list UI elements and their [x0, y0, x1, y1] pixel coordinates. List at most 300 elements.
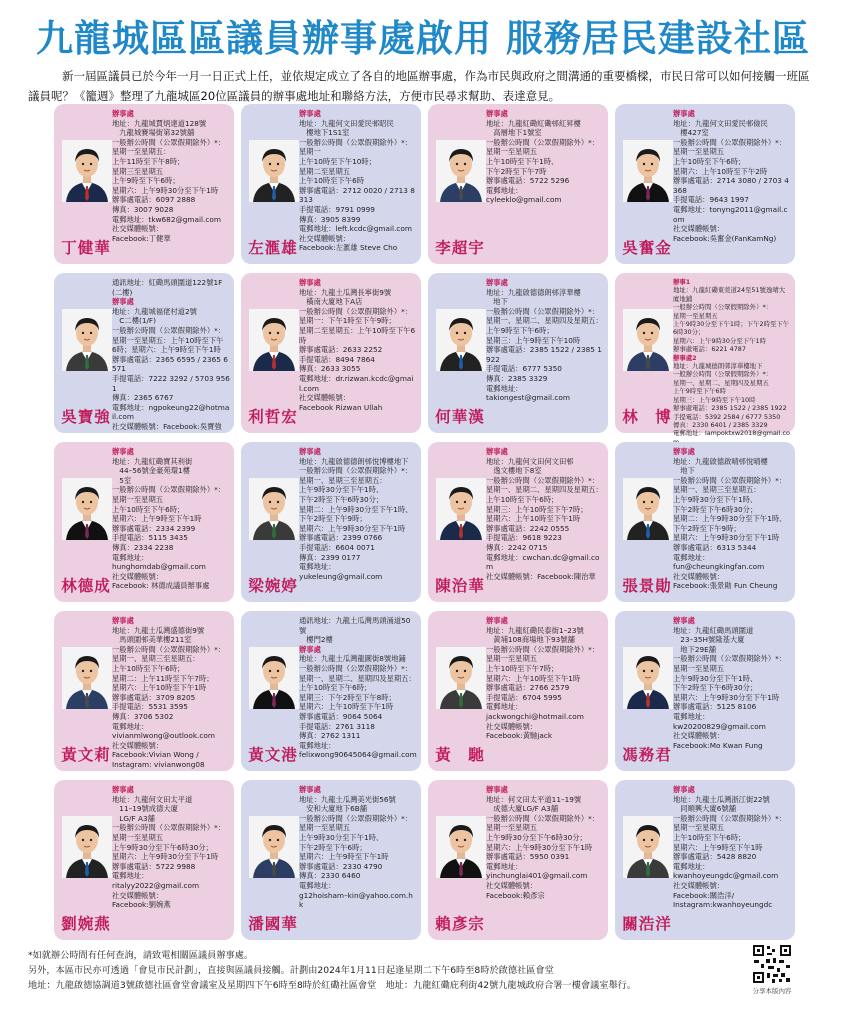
office-info-line[interactable]: 電郵地址：cwchan.dc@gmail.com [486, 552, 600, 572]
office-info-line: 辦事處2 [673, 353, 697, 362]
member-card [615, 780, 795, 940]
office-info-line[interactable]: 電郵地址：tonyng2011@gmail.com [673, 204, 788, 224]
office-info-line: Facebook Rizwan Ullah [299, 402, 383, 412]
member-name: 左滙雄 [248, 238, 298, 257]
member-card [615, 273, 795, 438]
office-info-line: 地址：九龍啟德德朗邨悅博樓地下 [299, 456, 409, 466]
member-photo [436, 647, 486, 709]
office-info-line: 星期一、星期二、星期四及星期五： [299, 673, 416, 683]
office-info-line: 星期二：上午9時30分至下午1時、 [673, 514, 787, 524]
qr-code-label: 分享本版內容 [752, 987, 792, 995]
office-info-line: 辦事處電話：2385 1522 / 2385 1922 [673, 404, 787, 413]
office-info-line: 通訊地址：九龍土瓜灣馬頭涌道50號 [299, 616, 411, 635]
office-info-line: 手提電話：6604 0071 [299, 542, 375, 552]
office-info-line: 6時；星期六：上午9時至下午1時 [112, 345, 221, 355]
office-info-line: 星期六：上午9時30分至下午1時 [112, 852, 219, 862]
office-info-line: 辦事處 [486, 278, 508, 287]
member-card [54, 442, 234, 602]
office-info [112, 109, 230, 243]
office-info-line: 地址：九龍土瓜灣美光街56號 [299, 794, 396, 804]
office-info-line: 地址：九龍土瓜灣龍圖街8號地鋪 [299, 654, 406, 664]
office-info-line: 一般辦公時間（公眾假期除外）*： [112, 644, 226, 654]
office-info-line: 辦事處 [299, 278, 321, 287]
office-info-line: 傳真：2365 6767 [112, 393, 174, 403]
office-info-line: 辦事處 [299, 785, 321, 794]
office-info-line: 上午10時至下午1時、 [486, 156, 559, 166]
office-info-line: 手提電話：9643 1997 [673, 195, 749, 205]
office-info-line: 地址：九龍何文田愛民邨儉民 [673, 118, 768, 128]
office-info-line[interactable]: takiongest@gmail.com [486, 393, 570, 403]
office-info-line: 樓427室 [673, 128, 709, 138]
office-info-line: 社交媒體帳號： [112, 571, 164, 581]
office-info-line: Facebook:Mo Kwan Fung [673, 740, 763, 750]
office-info-line: 辦事處電話：2399 0766 [299, 533, 383, 543]
office-info [112, 616, 230, 770]
office-info-line: 手提電話：2761 3118 [299, 721, 375, 731]
office-info-line: 星期二至星期五 [299, 166, 351, 176]
office-info-line: 傳真：2242 0715 [486, 542, 548, 552]
member-card [615, 104, 795, 264]
office-info-line[interactable]: hunghomdab@gmail.com [112, 562, 206, 572]
member-photo [249, 140, 299, 202]
member-photo [623, 309, 673, 371]
office-info-line: 辦事處電話：2365 6595 / 2365 6571 [112, 354, 228, 374]
office-info-line: 地址：九龍紅磡紅磡邨紅昇樓 [486, 118, 581, 128]
office-info-line: 5室 [112, 475, 132, 485]
office-info [486, 278, 604, 403]
office-info-line: Facebook:吳奮金(FanKamNg) [673, 233, 777, 243]
office-info-line: 辦事處電話：2714 3080 / 2703 4368 [673, 176, 789, 195]
office-info-line: 辦事處電話：6097 2888 [112, 195, 196, 205]
office-info-line: 地址：九龍啟德德朗邨淳華樓 [486, 287, 581, 297]
office-info-line: 星期一至星期五 [112, 832, 164, 842]
office-info-line: 地址：九龍土瓜灣盛德街9號 [112, 625, 205, 635]
office-info-line: 23–35H號隆基大廈 [673, 635, 745, 645]
office-info-line: 星期一至星期五 [673, 311, 718, 320]
office-info-line: 黃埔108商場地下93號舖 [486, 635, 575, 645]
member-card [615, 611, 795, 771]
office-info-line: 社交媒體帳號： [673, 880, 725, 890]
office-info-line: 辦事處電話：2242 0555 [486, 523, 570, 533]
office-info-line: 星期一、星期二、星期四及星期五： [486, 485, 603, 495]
office-info-line: 一般辦公時間（公眾假期除外）*： [673, 813, 787, 823]
office-info-line: 上午10時至下午10時； [299, 156, 376, 166]
office-info-line: 社交媒體帳號： [299, 233, 351, 243]
office-info-line: 辦事處 [673, 109, 695, 118]
office-info-line[interactable]: 電郵地址：tkw682@gmail.com [112, 214, 221, 224]
member-card [428, 780, 608, 940]
office-info-line: 辦事處電話：5950 0391 [486, 852, 570, 862]
office-info-line: 社交媒體帳號： [112, 224, 164, 234]
member-card [54, 611, 234, 771]
office-info-line: 電郵地址： [112, 552, 149, 562]
office-info-line: 手提電話：5531 3595 [112, 702, 188, 712]
office-info-line: 上午10時至下午6時； [112, 504, 185, 514]
member-photo [62, 309, 112, 371]
office-info-line: 星期六：上午10時至下午1時 [486, 514, 581, 524]
office-info-line: 上午11時至下午8時； [112, 156, 185, 166]
office-info-line: 上午10時至下午6時； [112, 663, 185, 673]
member-photo [249, 478, 299, 540]
office-info-line: 地址：九龍城德朗邨淳華樓地下 [673, 362, 763, 371]
office-info-line: 星期一至星期五 [486, 823, 538, 833]
office-info-line: 星期三至星期五 [112, 166, 164, 176]
member-photo [623, 140, 673, 202]
member-name: 林德成 [61, 576, 111, 595]
office-info-line: 一般辦公時間（公眾假期除外）*： [673, 137, 787, 147]
office-info-line: 星期一至星期五 [112, 494, 164, 504]
member-name: 關浩洋 [622, 914, 672, 933]
office-info-line: 地址：何文田太平道11–19號 [486, 794, 582, 804]
office-info-line: 手提電話：5115 3435 [112, 533, 188, 543]
office-info-line: 一般辦公時間（公眾假期除外）*： [299, 137, 413, 147]
office-info-line: 星期三：上午10時至下午7時； [486, 504, 588, 514]
office-info-line: 地址：九龍紅磡東莞道24至51號逸晴大廈地鋪 [673, 286, 786, 303]
office-info [299, 616, 417, 760]
office-info-line: 星期一至星期五 [299, 823, 351, 833]
office-info-line: 一般辦公時間（公眾假期除外）*： [112, 325, 226, 335]
member-photo [249, 816, 299, 878]
office-info-line: 社交媒體帳號： [486, 880, 538, 890]
office-info-line: 同順興大廈6號舖 [673, 804, 737, 814]
member-card [428, 611, 608, 771]
office-info-line[interactable]: jackwongchi@hotmail.com [486, 711, 584, 721]
office-info-line: 電郵地址： [673, 711, 710, 721]
office-info-line: 地址：九龍城福佬村道2號 [112, 306, 197, 316]
office-info-line: Facebook:左滙雄 Steve Cho [299, 243, 398, 253]
member-card [241, 442, 421, 602]
office-info-line: 辦事處 [486, 616, 508, 625]
office-info-line: 九龍城賽場街第32號舖 [112, 128, 195, 138]
member-photo [62, 478, 112, 540]
office-info-line: 下午2時至下午6時30分； [673, 683, 758, 693]
office-info-line: 辦事處電話：2712 0020 / 2713 8313 [299, 185, 415, 205]
office-info-line: 電郵地址： [673, 552, 710, 562]
office-info-line: 上午9時至下午6時； [486, 325, 554, 335]
office-info-line: 辦事處電話：3709 8205 [112, 692, 196, 702]
office-info-line: 地址：九龍土瓜灣浙江街22號 [673, 794, 770, 804]
office-info-line[interactable]: 電郵地址：ngpokeung22@hotmail.com [112, 402, 230, 422]
office-info-line: 一般辦公時間（公眾假期除外）*： [673, 654, 787, 664]
office-info-line: 辦事處電話：6221 4787 [673, 345, 746, 354]
office-info-line: 星期一、星期三至星期五： [112, 654, 200, 664]
office-info-line: Facebook: 林德成議員辦事處 [112, 581, 210, 591]
office-info-line: 辦事處 [673, 785, 695, 794]
office-info-line: 電郵地址： [299, 562, 336, 572]
office-info-line: 一般辦公時間（公眾假期除外）*： [112, 823, 226, 833]
office-info-line: 一般辦公時間（公眾假期除外）*： [299, 663, 413, 673]
office-info-line: Facebook:黃馳jack [486, 731, 553, 741]
office-info-line: 電郵地址： [486, 383, 523, 393]
office-info-line: 電郵地址： [299, 740, 336, 750]
office-info-line: Facebook:丁健華 [112, 233, 171, 243]
office-info-line: Facebook:劉婉燕 [112, 900, 171, 910]
office-info [486, 616, 604, 741]
office-info-line[interactable]: g12hoisham–kin@yahoo.com.hk [299, 890, 413, 910]
office-info-line: 辦事處電話：5428 8820 [673, 852, 757, 862]
office-info-line: 辦事處電話：2766 2579 [486, 683, 570, 693]
office-info-line: 傳真：2334 2238 [112, 542, 174, 552]
office-info-line: 一般辦公時間（公眾假期除外）*： [486, 306, 600, 316]
office-info-line: 辦事處電話：2330 4790 [299, 861, 383, 871]
office-info-line[interactable]: 電郵地址：dr.rizwan.kcdc@gmail.com [299, 373, 414, 393]
office-info-line: 上午10時至下午6時； [673, 832, 746, 842]
office-info-line: 星期六：上午10時至下午1時 [112, 683, 207, 693]
office-info-line: 電郵地址： [673, 861, 710, 871]
office-info-line: 馬頭圍邨美華樓211室 [112, 635, 192, 645]
office-info-line: 一般辦公時間（公眾假期除外）*： [112, 137, 226, 147]
office-info-line: 星期六：上午10時至下午2時 [673, 166, 768, 176]
member-photo [436, 478, 486, 540]
member-photo [436, 140, 486, 202]
office-info-line: Instagram:kwanhoyeungdc [673, 900, 773, 910]
office-info-line: 手提電話：5392 2584 / 6777 5350 [673, 412, 781, 421]
office-info-line: 手提電話：8494 7864 [299, 354, 375, 364]
office-info-line: 社交媒體帳號： [673, 571, 725, 581]
office-info-line: 地址：九龍紅磡寶其利街 [112, 456, 193, 466]
office-info-line: 星期六：上午9時30分至下午1時 [112, 185, 219, 195]
office-info-line: 傳真：2399 0177 [299, 552, 361, 562]
office-info-line: 電郵地址： [112, 721, 149, 731]
office-info-line: 社交媒體帳號： [112, 890, 164, 900]
office-info-line: 辦事處 [299, 644, 321, 654]
office-info-line: 手提電話：6777 5350 [486, 364, 562, 374]
office-info-line[interactable]: cyleeklo@gmail.com [486, 195, 562, 205]
office-info-line: 社交媒體帳號： [299, 393, 351, 403]
office-info-line: 星期一至星期五： [112, 147, 171, 157]
office-info-line: 上午9時30分至下午6時30分； [486, 832, 587, 842]
member-photo [623, 816, 673, 878]
member-photo [436, 309, 486, 371]
office-info-line: 傳真：2385 3329 [486, 373, 548, 383]
office-info-line: 電郵地址： [486, 185, 523, 195]
office-info [486, 109, 604, 205]
member-card [54, 780, 234, 940]
member-photo [62, 816, 112, 878]
office-info-line: 辦事處電話：5125 8106 [673, 702, 757, 712]
office-info-line: 傳真：2330 6401 / 2385 3329 [673, 420, 768, 429]
office-info-line: 傳真：3706 5302 [112, 711, 174, 721]
member-name: 黃 馳 [435, 745, 485, 764]
office-info-line: 一般辦公時間（公眾假期除外）*： [486, 137, 600, 147]
office-info-line: 下午2時至下午9時； [299, 514, 367, 524]
office-info-line: 電郵地址： [486, 861, 523, 871]
office-info-line: 辦事處 [486, 109, 508, 118]
office-info-line: 星期二至星期五：上午10時至下午6時 [299, 325, 416, 345]
office-info-line: 傳真：3007 9028 [112, 204, 174, 214]
office-info-line: 下午2時至下午6時； [299, 842, 367, 852]
member-name: 張景勛 [622, 576, 672, 595]
office-info-line: 高層地下1號室 [486, 128, 542, 138]
office-info-line: 星期一、星期二、星期四及星期五： [486, 316, 603, 326]
office-info-line[interactable]: yukeleung@gmail.com [299, 571, 383, 581]
office-info-line: 社交媒體帳號： [486, 721, 538, 731]
office-info-line: 上午10時至下午6時； [299, 683, 372, 693]
office-info-line: 地址：九龍城賈炳達道128號 [112, 118, 207, 128]
member-grid [54, 104, 796, 940]
office-info-line: 成德大廈LG/F A3舖 [486, 804, 559, 814]
office-info-line: 星期六：上午9時30分至下午1時 [673, 692, 780, 702]
office-info-line[interactable]: 電郵地址：lampoktxw2018@gmail.co [673, 429, 790, 438]
page-title: 九龍城區區議員辦事處啟用 服務居民建設社區 [36, 17, 810, 60]
office-info-line: 一般辦公時間（公眾假期除外）*： [486, 644, 600, 654]
office-info-line: 辦事處 [299, 447, 321, 456]
office-info-line: 辦事處 [112, 616, 134, 625]
member-card [241, 273, 421, 433]
member-photo [623, 647, 673, 709]
office-info-line: Facebook:張景勛 Fun Cheung [673, 581, 778, 591]
office-info-line: 樓門2樓 [299, 635, 333, 645]
office-info-line: 一般辦公時間（公眾假期除外）*： [673, 370, 773, 379]
office-info-line: 上午9時30分至下午6時30分； [112, 842, 213, 852]
office-info-line: 星期六：上午9時至下午1時 [673, 842, 763, 852]
office-info-line: 社交媒體帳號： [673, 731, 725, 741]
office-info-line[interactable]: fun@cheungkingfan.com [673, 562, 765, 572]
office-info-line: 樓地下1S1室 [299, 128, 350, 138]
office-info-line: 上午10時至下午6時； [486, 494, 559, 504]
office-info-line: 星期一至星期五 [486, 654, 538, 664]
member-name: 賴彥宗 [435, 914, 485, 933]
office-info [299, 785, 417, 910]
office-info-line: 社交媒體帳號：Facebook:吳寶強 [112, 421, 222, 431]
office-info [673, 278, 791, 446]
office-info-line[interactable]: yinchunglai401@gmail.com [486, 871, 588, 881]
footer-note-3: 地址：九龍啟德協調道3號啟德社區會堂會議室及星期四下午6時至8時於紅磡社區會堂 地址：九龍紅磡庇利街42號九龍城政府合署一樓會議室舉行。 [28, 980, 637, 991]
member-card [428, 442, 608, 602]
office-info-line[interactable]: 電郵地址：left.kcdc@gmail.com [299, 224, 412, 234]
member-photo [436, 816, 486, 878]
office-info-line: 辦事處電話：2385 1522 / 2385 1922 [486, 345, 602, 364]
office-info [112, 447, 230, 591]
office-info-line: C二樓(1/F) [112, 316, 156, 326]
office-info-line: 星期一至星期五 [673, 147, 725, 157]
office-info-line: 星期三：上午9時至下午10時 [486, 335, 581, 345]
office-info [673, 785, 791, 910]
member-name: 黃文港 [248, 745, 298, 764]
office-info-line: 星期一、星期三至星期五： [673, 485, 761, 495]
office-info [673, 447, 791, 591]
member-card [428, 104, 608, 264]
member-card [241, 104, 421, 264]
office-info-line: 下午2時至下午6時30分； [673, 504, 758, 514]
office-info-line: 地址：九龍何文田愛民邨昭民 [299, 118, 394, 128]
office-info-line: 傳真：2633 3055 [299, 364, 361, 374]
office-info-line: 一般辦公時間（公眾假期除外）*： [486, 813, 600, 823]
office-info-line: 星期一 [299, 147, 321, 157]
office-info-line: 下午2時至下午9時； [673, 523, 741, 533]
office-info-line: 星期六：上午10時至下午1時 [299, 702, 394, 712]
office-info-line: 星期一：下午1時至下午9時； [299, 316, 396, 326]
member-card [428, 273, 608, 433]
office-info-line: 上午9時至下午6時； [112, 176, 180, 186]
office-info-line: 辦事處電話：2633 2252 [299, 345, 383, 355]
office-info-line[interactable]: kw20200829@gmail.com [673, 721, 766, 731]
office-info-line: 地址：九龍紅磡民泰街1–23號 [486, 625, 584, 635]
office-info-line: 星期三：上午9時至下午10時 [673, 395, 756, 404]
office-info [486, 785, 604, 900]
office-info-line[interactable]: ritalyy2022@gmail.com [112, 880, 200, 890]
member-card [615, 442, 795, 602]
member-name: 利哲宏 [248, 407, 298, 426]
office-info-line: 上午9時30分至下午1時、 [673, 673, 758, 683]
footer-note-1: *如就辦公時間有任何查詢，請致電相關區議員辦事處。 [28, 950, 254, 961]
member-card [241, 611, 421, 771]
office-info [112, 785, 230, 910]
office-info [299, 447, 417, 581]
office-info-line: 辦事處 [299, 109, 321, 118]
intro-paragraph: 新一屆區議員已於今年一月一日正式上任，並依規定成立了各自的地區辦事處，作為市民與政府之間溝通的重要橋樑，市民日常可以如何接觸一班區議員呢？《籠週》整理了九龍城區20位區議員的辦事處地址和聯絡方法，方便市民尋求幫助、表達意見。 [28, 69, 810, 103]
office-info-line: 辦事處電話：9064 5064 [299, 711, 383, 721]
member-name: 林 博 [622, 407, 672, 426]
office-info-line: 上午9時30分至下午1時、 [299, 485, 384, 495]
office-info-line: 辦事處 [486, 785, 508, 794]
office-info-line: 社交媒體帳號： [673, 224, 725, 234]
office-info-line[interactable]: vivianmlwong@outlook.com [112, 731, 215, 741]
office-info-line: 星期一至星期五 [486, 147, 538, 157]
member-photo [249, 309, 299, 371]
qr-code-icon[interactable] [752, 944, 792, 984]
office-info-line: 地下 [673, 466, 695, 476]
office-info [673, 109, 791, 243]
member-card [54, 273, 234, 433]
member-photo [623, 478, 673, 540]
member-photo [62, 140, 112, 202]
office-info-line: 地址：九龍啟德啟晴邨悅晴樓 [673, 456, 768, 466]
office-info-line: 上午10時至下午6時 [299, 176, 365, 186]
office-info-line: Instagram: vivianwong08 [112, 759, 205, 769]
office-info-line: 一般辦公時間（公眾假期除外）*： [486, 475, 600, 485]
office-info-line: 一般辦公時間（公眾假期除外）*： [673, 303, 773, 312]
office-info-line: 星期一至星期五：上午10時至下午 [112, 335, 224, 345]
office-info-line[interactable]: felixwong90645064@gmail.com [299, 750, 417, 760]
office-info-line: Facebook:Vivian Wong / [112, 750, 199, 760]
office-info-line: 手提電話：9618 9223 [486, 533, 562, 543]
office-info-line: 橫南大廈地下A店 [299, 297, 363, 307]
office-info-line: 上午9時至下午6時 [673, 387, 726, 396]
office-info-line: 通訊地址：紅磡馬頭圍道122號1F(二樓) [112, 278, 223, 297]
office-info-line: 辦事處電話：2334 2399 [112, 523, 196, 533]
member-photo [249, 647, 299, 709]
office-info-line: 上午10時至下午7時； [486, 663, 559, 673]
member-name: 吳寶強 [61, 407, 111, 426]
office-info-line: 一般辦公時間（公眾假期除外）*： [112, 485, 226, 495]
office-info-line: 辦事處 [112, 297, 134, 307]
office-info-line: 地下29E舖 [673, 644, 717, 654]
office-info-line: 星期六：上午9時30分至下午1時 [299, 523, 406, 533]
member-name: 陳治華 [435, 576, 485, 595]
office-info-line: 手提電話：9791 0999 [299, 204, 375, 214]
office-info-line: 地下 [486, 297, 508, 307]
office-info-line: 地址：九龍何文田太平道 [112, 794, 193, 804]
office-info-line: 辦事處 [673, 616, 695, 625]
office-info-line: 星期一至星期五 [673, 823, 725, 833]
office-info-line[interactable]: kwanhoyeungdc@gmail.com [673, 871, 779, 881]
office-info-line: 社交媒體帳號： [112, 740, 164, 750]
office-info-line: 下午2時至下午6時30分； [299, 494, 384, 504]
office-info-line: 星期六：上午9時30分至下午1時 [673, 533, 780, 543]
office-info [486, 447, 604, 581]
member-name: 吳奮金 [622, 238, 672, 257]
office-info-line: 傳真：2762 1311 [299, 731, 361, 741]
office-info [673, 616, 791, 750]
office-info-line: 星期二：上午9時30分至下午1時、 [299, 504, 413, 514]
office-info-line: LG/F A3舖 [112, 813, 155, 823]
office-info [299, 109, 417, 253]
office-info-line: 傳真：2330 6460 [299, 871, 361, 881]
office-info-line: 地址：九龍紅磡馬頭圍道 [673, 625, 754, 635]
footer-notes [28, 948, 748, 993]
office-info-line: 辦事處 [112, 785, 134, 794]
